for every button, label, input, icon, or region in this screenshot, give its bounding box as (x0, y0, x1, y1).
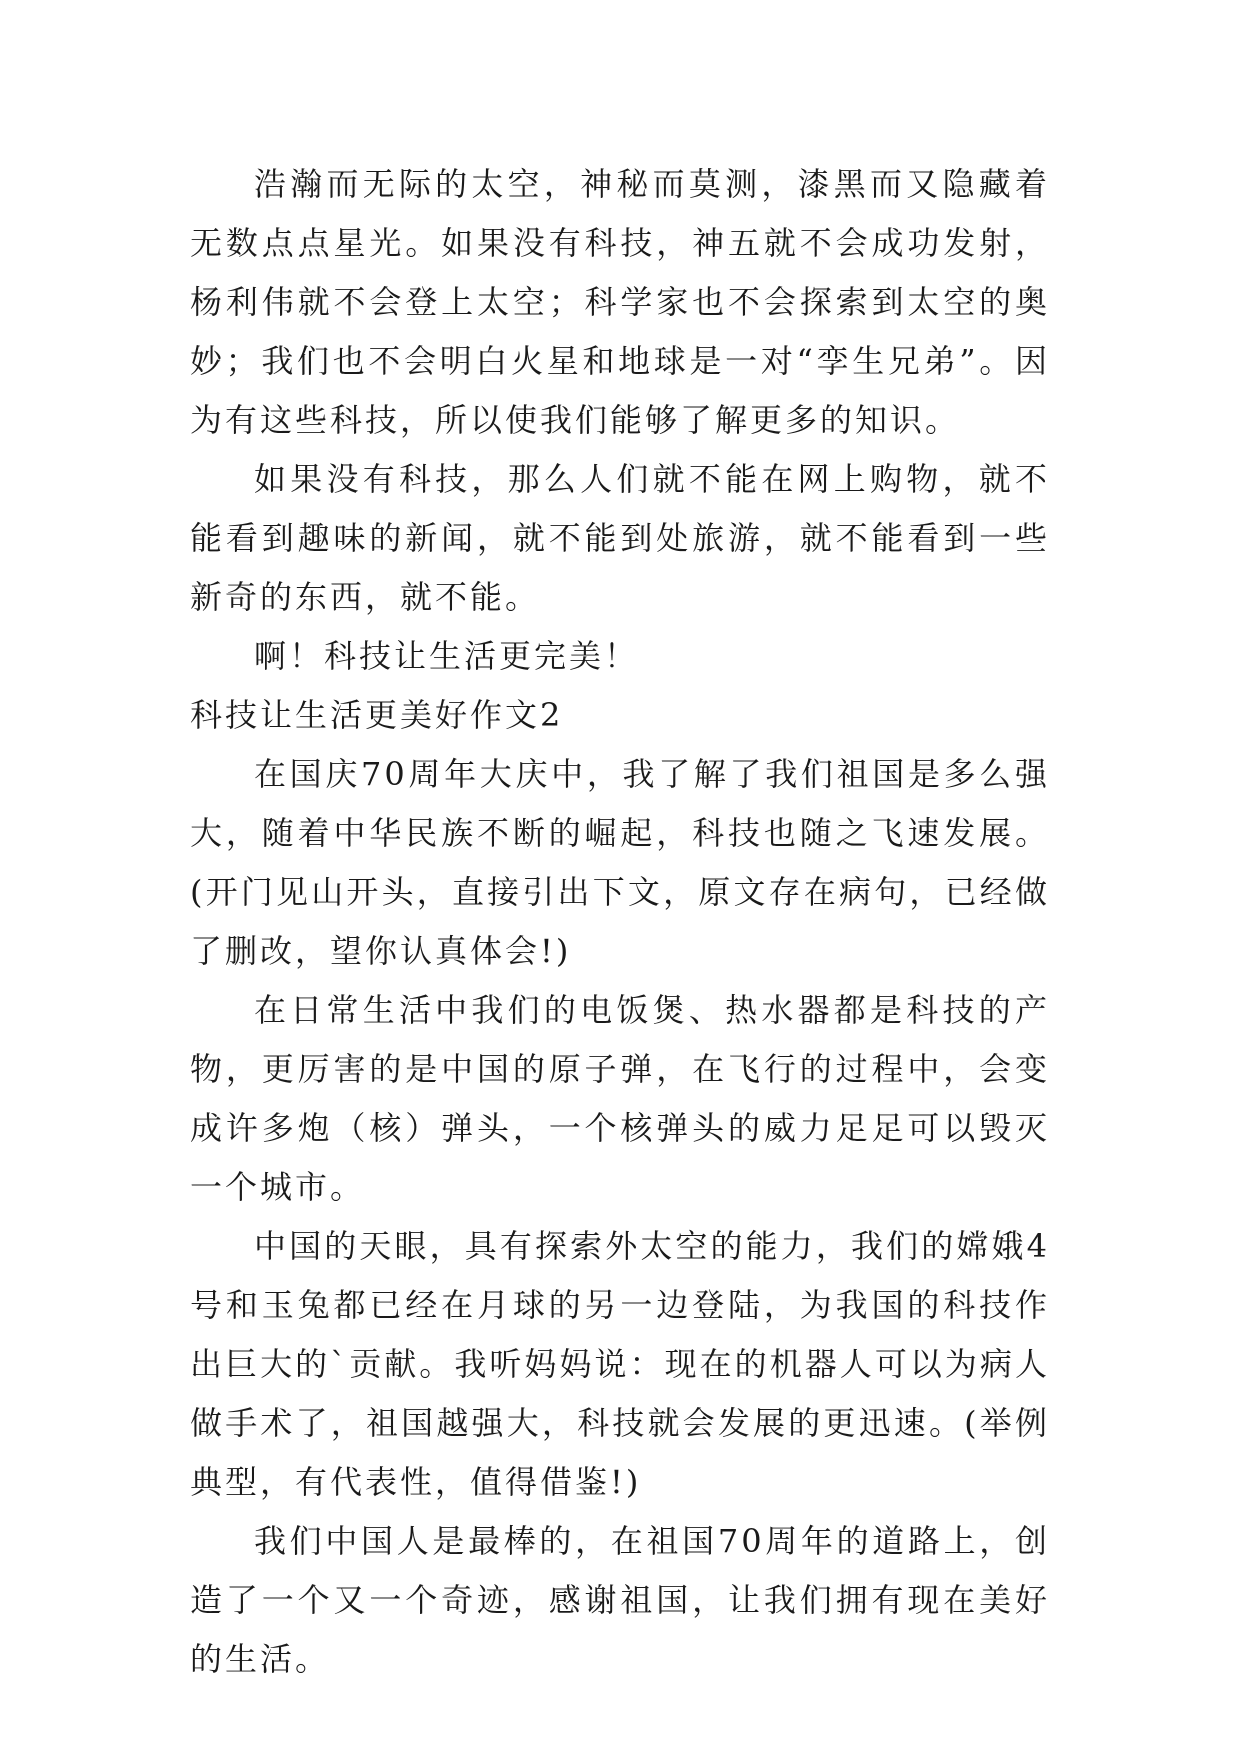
paragraph-conclusion: 我们中国人是最棒的，在祖国70周年的道路上，创造了一个又一个奇迹，感谢祖国，让我们拥有现在美好的生活。 (190, 1522, 1050, 1678)
paragraph-exclamation: 啊！科技让生活更完美！ (254, 637, 640, 675)
paragraph-daily-life: 在日常生活中我们的电饭煲、热水器都是科技的产物，更厉害的是中国的原子弹，在飞行的过程中，会变成许多炮（核）弹头，一个核弹头的威力足足可以毁灭一个城市。 (190, 991, 1050, 1206)
section-heading: 科技让生活更美好作文2 (190, 696, 564, 734)
document-body (190, 155, 1050, 1689)
paragraph-without-technology: 如果没有科技，那么人们就不能在网上购物，就不能看到趣味的新闻，就不能到处旅游，就不能看到一些新奇的东西，就不能。 (190, 460, 1050, 616)
paragraph-national-day: 在国庆70周年大庆中，我了解了我们祖国是多么强大，随着中华民族不断的崛起，科技也随之飞速发展。(开门见山开头，直接引出下文，原文存在病句，已经做了删改，望你认真体会!) (190, 755, 1050, 970)
paragraph-sky-eye: 中国的天眼，具有探索外太空的能力，我们的嫦娥4号和玉兔都已经在月球的另一边登陆，为我国的科技作出巨大的`贡献。我听妈妈说：现在的机器人可以为病人做手术了，祖国越强大，科技就会发展的更迅速。(举例典型，有代表性，值得借鉴!) (190, 1227, 1050, 1501)
paragraph-space-intro: 浩瀚而无际的太空，神秘而莫测，漆黑而又隐藏着无数点点星光。如果没有科技，神五就不会成功发射，杨利伟就不会登上太空；科学家也不会探索到太空的奥妙；我们也不会明白火星和地球是一对“孪生兄弟”。因为有这些科技，所以使我们能够了解更多的知识。 (190, 165, 1050, 439)
